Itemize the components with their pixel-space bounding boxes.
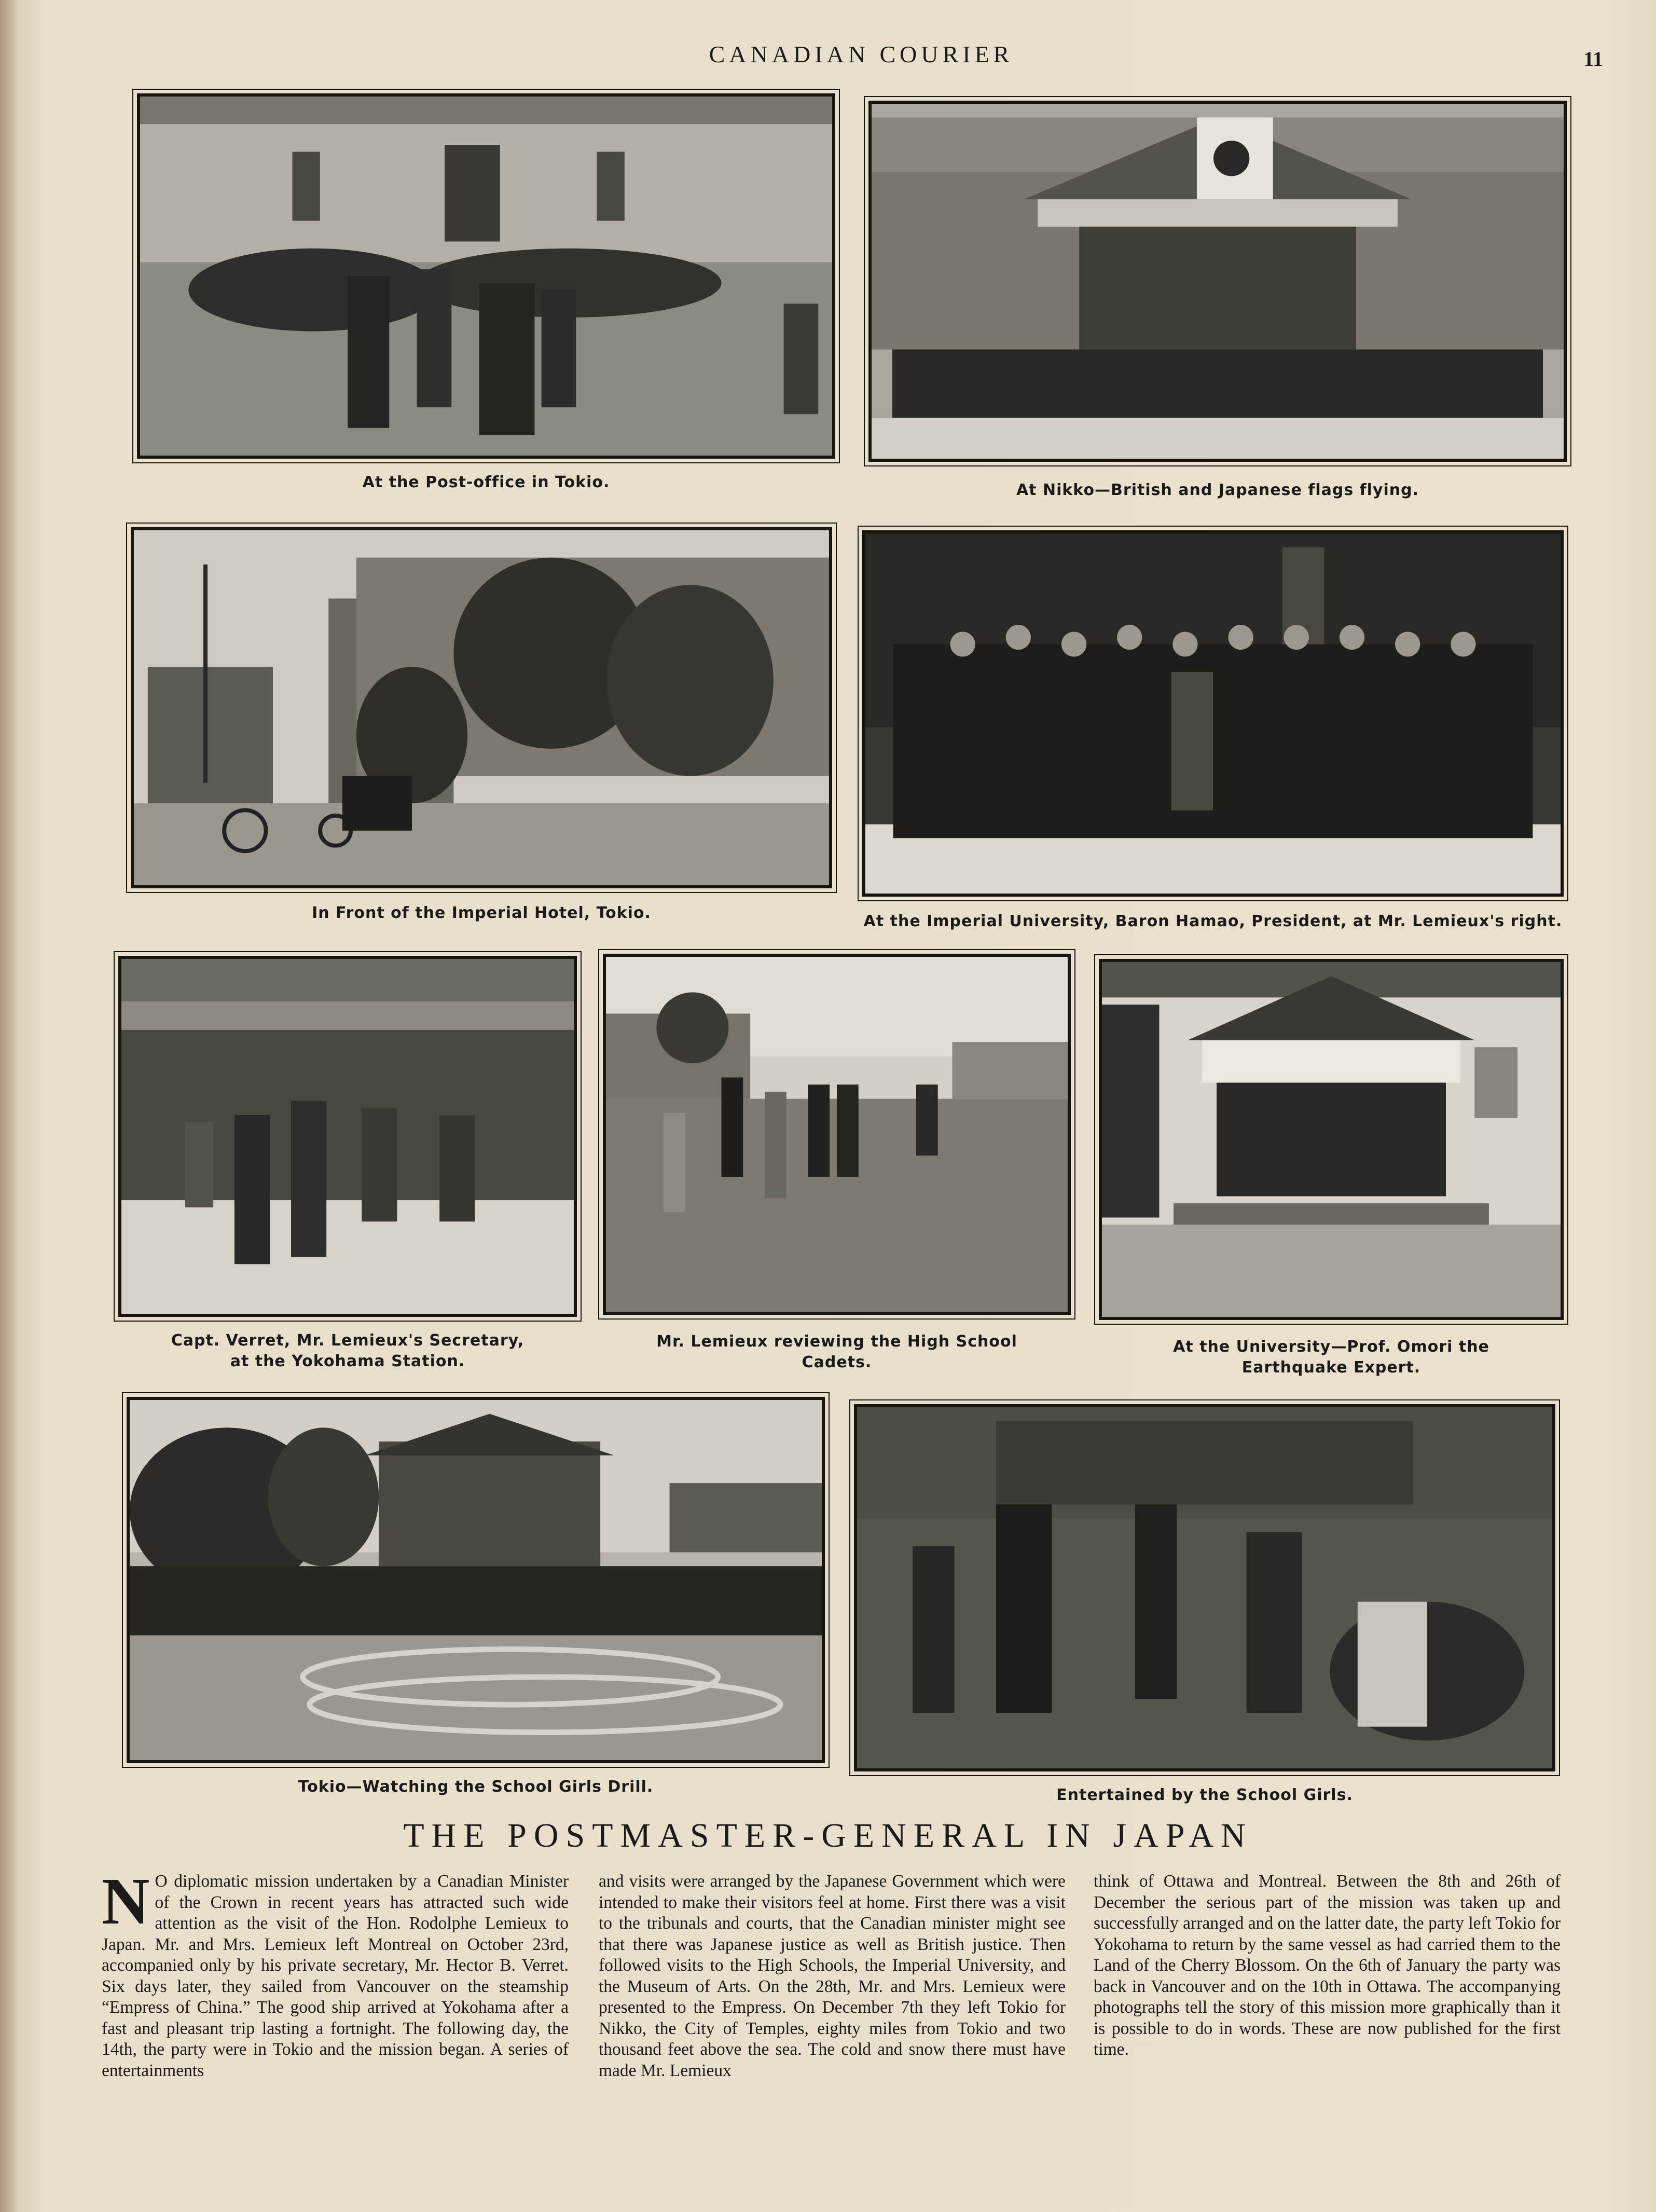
caption-nikko: At Nikko—British and Japanese flags flying. <box>1016 481 1419 499</box>
caption-prof-omori <box>1099 1337 1564 1378</box>
caption-yokohama-line-2: at the Yokohama Station. <box>230 1352 465 1370</box>
caption-omori-line-1: At the University—Prof. Omori the <box>1173 1338 1489 1356</box>
caption-entertained: Entertained by the School Girls. <box>1056 1786 1353 1804</box>
article-column-2: and visits were arranged by the Japanese Government which were intended to make their visitors feel at home. First there was a visit to the tribunals and courts, that the Canadian minister might see that there was Japanese justice as well as British justice. Then followed visits to the High Schools, the Imperial University, and the Museum of Arts. On the 28th, Mr. and Mrs. Lemieux were presented to the Empress. On December 7th they left Tokio for Nikko, the City of Temples, eighty miles from Tokio and two thousand feet above the sea. The cold and snow there must have made Mr. Lemieux <box>599 1872 1066 2080</box>
photo-school-girls-drill <box>127 1397 825 1763</box>
caption-omori-line-2: Earthquake Expert. <box>1241 1358 1421 1377</box>
photo-imperial-university <box>862 530 1564 897</box>
article-column-1 <box>102 1864 569 2081</box>
caption-post-office: At the Post-office in Tokio. <box>362 473 610 491</box>
photo-prof-omori <box>1099 959 1564 1320</box>
caption-imperial-university: At the Imperial University, Baron Hamao, President, at Mr. Lemieux's right. <box>863 912 1563 930</box>
photo-nikko <box>868 101 1567 462</box>
cadets-photo-image <box>606 957 1068 1312</box>
column-1-text: O diplomatic mission undertaken by a Canadian Minister of the Crown in recent years has attracted such wide attention as the visit of the Hon. Rodolphe Lemieux to Japan. Mr. and Mrs. Lemieux left Montreal on October 23rd, accompanied only by his private secretary, Mr. Hector B. Verret. Six days later, they sailed from Vancouver on the steamship “Empress of China.” The good ship arrived at Yokohama after a fast and pleasant trip lasting a fortnight. The following day, the 14th, the party were in Tokio and the mission began. A series of entertainments <box>102 1872 569 2080</box>
nikko-photo-image <box>872 104 1564 459</box>
binding-gutter-shadow <box>0 0 18 2212</box>
school-girls-drill-photo-image <box>130 1400 822 1760</box>
yokohama-station-photo-image <box>121 959 574 1314</box>
article-column-3: think of Ottawa and Montreal. Between the 8th and 26th of December the serious part of the mission was taken up and successfully arranged and on the latter date, the party left Tokio for Yokohama to return by the same vessel as had carried them to the Land of the Cherry Blossom. On the 6th of January the party was back in Vancouver and on the 10th in Ottawa. The accompanying photographs tell the story of this mission more graphically than it is possible to do in words. These are now published for the first time. <box>1094 1872 1561 2059</box>
photo-post-office <box>137 93 835 459</box>
caption-cadets-line-2: Cadets. <box>802 1353 872 1371</box>
caption-yokohama-line-1: Capt. Verret, Mr. Lemieux's Secretary, <box>171 1331 525 1350</box>
photo-imperial-hotel <box>131 527 832 888</box>
photo-entertained <box>854 1404 1555 1771</box>
page-number: 11 <box>1583 47 1603 71</box>
caption-school-girls-drill: Tokio—Watching the School Girls Drill. <box>298 1778 654 1796</box>
imperial-university-photo-image <box>865 533 1561 894</box>
imperial-hotel-photo-image <box>134 530 829 885</box>
prof-omori-photo-image <box>1102 962 1561 1317</box>
photo-cadets <box>603 954 1071 1315</box>
entertained-photo-image <box>857 1407 1552 1768</box>
post-office-photo-image <box>140 97 832 456</box>
caption-imperial-hotel: In Front of the Imperial Hotel, Tokio. <box>312 904 651 922</box>
caption-cadets <box>603 1331 1071 1373</box>
article-headline: THE POSTMASTER-GENERAL IN JAPAN <box>403 1817 1253 1854</box>
caption-yokohama-station <box>118 1330 577 1372</box>
photo-yokohama-station <box>118 956 577 1317</box>
running-title: CANADIAN COURIER <box>709 41 1014 67</box>
caption-cadets-line-1: Mr. Lemieux reviewing the High School <box>656 1332 1017 1351</box>
drop-cap: N <box>102 1864 150 1938</box>
